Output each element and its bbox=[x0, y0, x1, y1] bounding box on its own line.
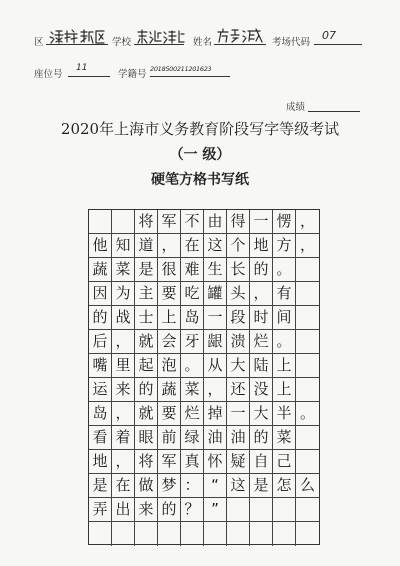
grid-cell: 自 bbox=[250, 450, 273, 474]
header-row-2 bbox=[0, 62, 400, 80]
grid-cell: 的 bbox=[158, 498, 181, 522]
seat-label: 座位号 bbox=[34, 69, 63, 80]
name-field[interactable] bbox=[214, 30, 266, 45]
grid-cell: 弄 bbox=[89, 498, 112, 522]
grid-cell: 在 bbox=[181, 234, 204, 258]
grid-cell: ， bbox=[158, 234, 181, 258]
grid-cell: 怀 bbox=[204, 450, 227, 474]
grid-cell: 烂 bbox=[181, 402, 204, 426]
district-handwriting bbox=[48, 28, 106, 44]
exam-site-label: 考场代码 bbox=[272, 37, 311, 48]
grid-cell: 怎 bbox=[273, 474, 296, 498]
grid-cell: 眼 bbox=[135, 426, 158, 450]
grid-cell: 里 bbox=[112, 354, 135, 378]
grid-cell: 。 bbox=[273, 258, 296, 282]
grid-cell: 一 bbox=[227, 402, 250, 426]
school-field[interactable] bbox=[134, 30, 184, 45]
writing-grid bbox=[88, 209, 320, 545]
grid-cell: 军 bbox=[158, 450, 181, 474]
grid-cell: 长 bbox=[227, 258, 250, 282]
score-field[interactable] bbox=[308, 97, 360, 112]
grid-cell bbox=[296, 330, 319, 354]
grid-cell: “ bbox=[204, 474, 227, 498]
student-id-label: 学籍号 bbox=[118, 69, 147, 80]
grid-cell: ， bbox=[296, 210, 319, 234]
grid-cell: 要 bbox=[158, 282, 181, 306]
grid-cell: 为 bbox=[112, 282, 135, 306]
student-id-field[interactable] bbox=[150, 62, 230, 77]
grid-cell: 菜 bbox=[181, 378, 204, 402]
grid-cell: 大 bbox=[227, 354, 250, 378]
grid-cell: 岛 bbox=[181, 306, 204, 330]
grid-cell: 看 bbox=[89, 426, 112, 450]
grid-cell: 难 bbox=[181, 258, 204, 282]
grid-cell: 地 bbox=[250, 234, 273, 258]
grid-cell: 他 bbox=[89, 234, 112, 258]
grid-cell: 泡 bbox=[158, 354, 181, 378]
grid-cell: 是 bbox=[89, 474, 112, 498]
grid-cell bbox=[296, 426, 319, 450]
grid-cell: 这 bbox=[204, 234, 227, 258]
school-handwriting bbox=[136, 28, 186, 44]
grid-cell: 前 bbox=[158, 426, 181, 450]
grid-cell bbox=[227, 498, 250, 522]
score-label: 成绩 bbox=[286, 102, 306, 113]
grid-cell: 主 bbox=[135, 282, 158, 306]
grid-cell: 龈 bbox=[204, 330, 227, 354]
grid-cell: 一 bbox=[250, 210, 273, 234]
exam-level: （一 级） bbox=[169, 147, 231, 163]
grid-cell: 没 bbox=[250, 378, 273, 402]
header-row-1 bbox=[0, 26, 400, 50]
district-label: 区 bbox=[34, 37, 44, 48]
grid-cell: 生 bbox=[204, 258, 227, 282]
grid-cell: 油 bbox=[204, 426, 227, 450]
grid-cell: 么 bbox=[296, 474, 319, 498]
grid-cell: 方 bbox=[273, 234, 296, 258]
exam-site-field[interactable] bbox=[314, 30, 362, 45]
grid-cell bbox=[296, 282, 319, 306]
grid-cell: 己 bbox=[273, 450, 296, 474]
grid-cell: 不 bbox=[181, 210, 204, 234]
grid-cell: 上 bbox=[158, 306, 181, 330]
name-handwriting bbox=[216, 27, 264, 43]
grid-cell: 做 bbox=[135, 474, 158, 498]
grid-cell: 得 bbox=[227, 210, 250, 234]
grid-cell: 还 bbox=[227, 378, 250, 402]
grid-cell: 。 bbox=[181, 354, 204, 378]
grid-cell: 军 bbox=[158, 210, 181, 234]
grid-cell: 道 bbox=[135, 234, 158, 258]
grid-cell: 将 bbox=[135, 210, 158, 234]
grid-cell bbox=[250, 522, 273, 546]
grid-cell: 上 bbox=[273, 378, 296, 402]
exam-site-value: 07 bbox=[322, 29, 336, 42]
grid-cell: 嘴 bbox=[89, 354, 112, 378]
grid-cell: 半 bbox=[273, 402, 296, 426]
grid-cell bbox=[296, 498, 319, 522]
grid-cell: 因 bbox=[89, 282, 112, 306]
grid-cell: 个 bbox=[227, 234, 250, 258]
grid-cell: ， bbox=[112, 330, 135, 354]
grid-cell: ， bbox=[296, 234, 319, 258]
grid-cell: 就 bbox=[135, 330, 158, 354]
grid-cell bbox=[158, 522, 181, 546]
grid-cell bbox=[273, 498, 296, 522]
grid-cell: 的 bbox=[250, 426, 273, 450]
grid-cell: 士 bbox=[135, 306, 158, 330]
grid-cell: ” bbox=[204, 498, 227, 522]
grid-cell bbox=[296, 378, 319, 402]
grid-cell: 着 bbox=[112, 426, 135, 450]
grid-cell: 后 bbox=[89, 330, 112, 354]
grid-cell: 的 bbox=[89, 306, 112, 330]
grid-cell bbox=[296, 522, 319, 546]
name-label: 姓名 bbox=[193, 37, 213, 48]
grid-cell bbox=[296, 306, 319, 330]
grid-cell: 出 bbox=[112, 498, 135, 522]
grid-cell bbox=[89, 522, 112, 546]
exam-title: 2020年上海市义务教育阶段写字等级考试 bbox=[60, 120, 340, 138]
grid-cell bbox=[250, 498, 273, 522]
grid-cell: 大 bbox=[250, 402, 273, 426]
grid-cell: 在 bbox=[112, 474, 135, 498]
grid-cell: 由 bbox=[204, 210, 227, 234]
grid-cell: ？ bbox=[181, 498, 204, 522]
grid-cell: 有 bbox=[273, 282, 296, 306]
grid-cell: 疑 bbox=[227, 450, 250, 474]
grid-cell: 很 bbox=[158, 258, 181, 282]
grid-cell: 头 bbox=[227, 282, 250, 306]
grid-cell: 蔬 bbox=[158, 378, 181, 402]
grid-cell: 绿 bbox=[181, 426, 204, 450]
grid-cell bbox=[135, 522, 158, 546]
grid-cell: 罐 bbox=[204, 282, 227, 306]
grid-cell: 是 bbox=[135, 258, 158, 282]
grid-cell: 吃 bbox=[181, 282, 204, 306]
grid-cell: 真 bbox=[181, 450, 204, 474]
grid-cell: 的 bbox=[135, 378, 158, 402]
grid-cell bbox=[112, 522, 135, 546]
grid-cell bbox=[89, 210, 112, 234]
grid-cell: 地 bbox=[89, 450, 112, 474]
grid-cell: 愣 bbox=[273, 210, 296, 234]
grid-cell: 知 bbox=[112, 234, 135, 258]
grid-cell: 段 bbox=[227, 306, 250, 330]
grid-cell: 这 bbox=[227, 474, 250, 498]
grid-cell: ： bbox=[181, 474, 204, 498]
grid-cell bbox=[204, 522, 227, 546]
seat-field[interactable] bbox=[68, 62, 110, 77]
grid-cell bbox=[112, 210, 135, 234]
grid-cell: 从 bbox=[204, 354, 227, 378]
grid-cell bbox=[273, 522, 296, 546]
grid-cell: 会 bbox=[158, 330, 181, 354]
grid-cell: 掉 bbox=[204, 402, 227, 426]
grid-cell: 陆 bbox=[250, 354, 273, 378]
grid-cell: 菜 bbox=[112, 258, 135, 282]
grid-cell: ， bbox=[112, 450, 135, 474]
grid-cell: 溃 bbox=[227, 330, 250, 354]
grid-cell: 将 bbox=[135, 450, 158, 474]
grid-cell: 的 bbox=[250, 258, 273, 282]
grid-cell: 牙 bbox=[181, 330, 204, 354]
grid-cell: 间 bbox=[273, 306, 296, 330]
grid-cell: 运 bbox=[89, 378, 112, 402]
grid-cell: 战 bbox=[112, 306, 135, 330]
school-label: 学校 bbox=[112, 37, 132, 48]
grid-cell: 来 bbox=[135, 498, 158, 522]
grid-cell: 。 bbox=[296, 402, 319, 426]
grid-cell: 蔬 bbox=[89, 258, 112, 282]
grid-cell: 。 bbox=[273, 330, 296, 354]
grid-cell: 来 bbox=[112, 378, 135, 402]
grid-cell: 起 bbox=[135, 354, 158, 378]
grid-cell: 菜 bbox=[273, 426, 296, 450]
grid-cell: 要 bbox=[158, 402, 181, 426]
grid-cell: ， bbox=[112, 402, 135, 426]
grid-cell bbox=[181, 522, 204, 546]
paper-title: 硬笔方格书写纸 bbox=[151, 172, 249, 188]
grid-cell: 是 bbox=[250, 474, 273, 498]
grid-cell: 一 bbox=[204, 306, 227, 330]
grid-cell: ， bbox=[250, 282, 273, 306]
grid-cell bbox=[296, 354, 319, 378]
grid-cell bbox=[227, 522, 250, 546]
grid-cell bbox=[296, 450, 319, 474]
grid-cell: ， bbox=[204, 378, 227, 402]
grid-cell: 就 bbox=[135, 402, 158, 426]
student-id-value: 2018500211201623 bbox=[150, 65, 212, 73]
grid-cell bbox=[296, 258, 319, 282]
grid-cell: 时 bbox=[250, 306, 273, 330]
grid-cell: 上 bbox=[273, 354, 296, 378]
district-field[interactable] bbox=[46, 30, 108, 45]
seat-value: 11 bbox=[76, 63, 88, 73]
grid-cell: 岛 bbox=[89, 402, 112, 426]
grid-cell: 油 bbox=[227, 426, 250, 450]
grid-cell: 梦 bbox=[158, 474, 181, 498]
grid-cell: 烂 bbox=[250, 330, 273, 354]
